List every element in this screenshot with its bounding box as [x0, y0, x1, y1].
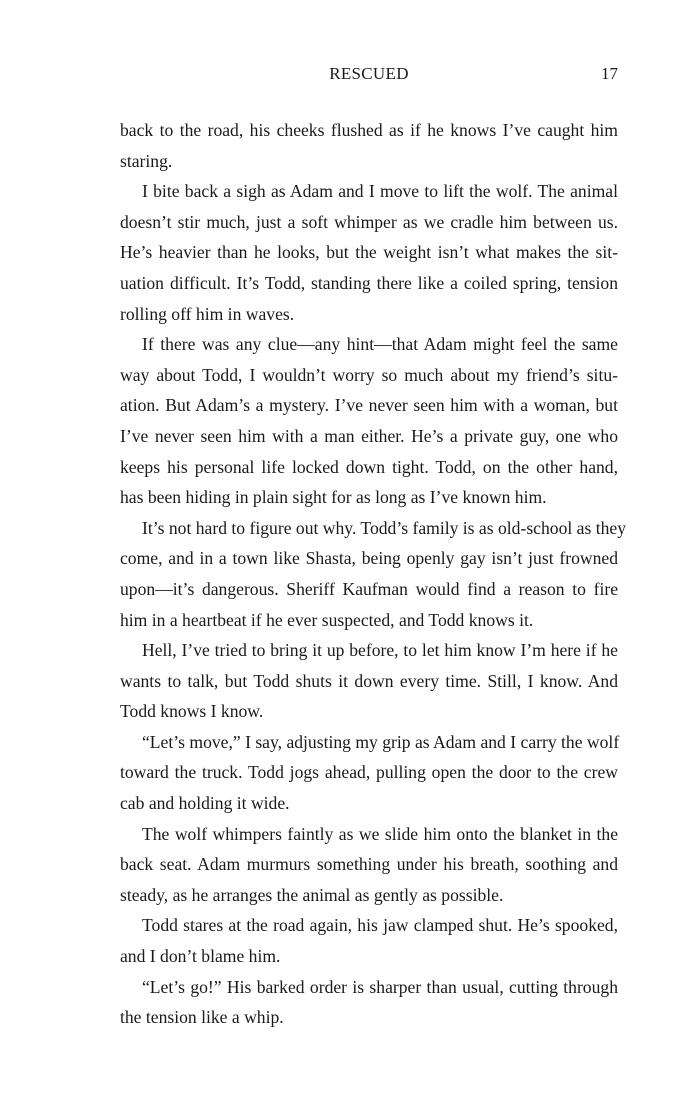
paragraph — [120, 329, 618, 513]
text-line: steady, as he arranges the animal as gently as possible. — [120, 884, 504, 905]
text-line: doesn’t stir much, just a soft whimper as we cradle him between us. — [120, 211, 618, 232]
text-line: Todd knows I know. — [120, 701, 264, 722]
paragraph — [120, 176, 618, 329]
paragraph — [120, 115, 618, 176]
text-line: toward the truck. Todd jogs ahead, pulling open the door to the crew — [120, 762, 618, 783]
text-line: rolling off him in waves. — [120, 303, 295, 324]
text-line: keeps his personal life locked down tight. Todd, on the other hand, — [120, 456, 618, 477]
text-line: way about Todd, I wouldn’t worry so much about my friend’s situ- — [120, 364, 618, 385]
text-line: has been hiding in plain sight for as long as I’ve known him. — [120, 487, 547, 508]
page-number: 17 — [601, 64, 618, 83]
text-line: come, and in a town like Shasta, being openly gay isn’t just frowned — [120, 548, 618, 569]
text-line: Todd stares at the road again, his jaw clamped shut. He’s spooked, — [142, 915, 618, 936]
text-line: If there was any clue—any hint—that Adam might feel the same — [142, 334, 618, 355]
running-head — [120, 62, 618, 86]
text-line: upon—it’s dangerous. Sheriff Kaufman would find a reason to fire — [120, 578, 618, 599]
text-line: back to the road, his cheeks flushed as if he knows I’ve caught him — [120, 120, 618, 140]
paragraph — [120, 972, 618, 1033]
paragraph — [120, 727, 618, 819]
text-line: “Let’s move,” I say, adjusting my grip as Adam and I carry the wolf — [142, 731, 620, 752]
text-line: and I don’t blame him. — [120, 946, 281, 967]
paragraph — [120, 513, 626, 635]
body-text — [120, 115, 626, 1033]
text-line: cab and holding it wide. — [120, 793, 290, 814]
paragraph — [120, 635, 618, 727]
text-line: him in a heartbeat if he ever suspected, and Todd knows it. — [120, 609, 534, 630]
text-line: the tension like a whip. — [120, 1007, 284, 1028]
text-line: It’s not hard to figure out why. Todd’s family is as old-school as they — [142, 517, 626, 538]
paragraph — [120, 910, 618, 971]
text-line: uation difficult. It’s Todd, standing there like a coiled spring, tension — [120, 272, 618, 293]
text-line: staring. — [120, 150, 173, 171]
text-line: ation. But Adam’s a mystery. I’ve never seen him with a woman, but — [120, 395, 618, 416]
text-line: Hell, I’ve tried to bring it up before, to let him know I’m here if he — [142, 640, 618, 661]
running-head-title: RESCUED — [329, 64, 409, 83]
text-line: I bite back a sigh as Adam and I move to lift the wolf. The animal — [142, 181, 618, 202]
text-line: He’s heavier than he looks, but the weight isn’t what makes the sit- — [120, 242, 618, 263]
text-line: I’ve never seen him with a man either. He’s a private guy, one who — [120, 425, 618, 446]
text-line: wants to talk, but Todd shuts it down every time. Still, I know. And — [120, 670, 618, 691]
text-line: The wolf whimpers faintly as we slide him onto the blanket in the — [142, 823, 618, 844]
text-line: “Let’s go!” His barked order is sharper than usual, cutting through — [142, 976, 618, 997]
paragraph — [120, 819, 618, 911]
text-line: back seat. Adam murmurs something under his breath, soothing and — [120, 854, 618, 875]
